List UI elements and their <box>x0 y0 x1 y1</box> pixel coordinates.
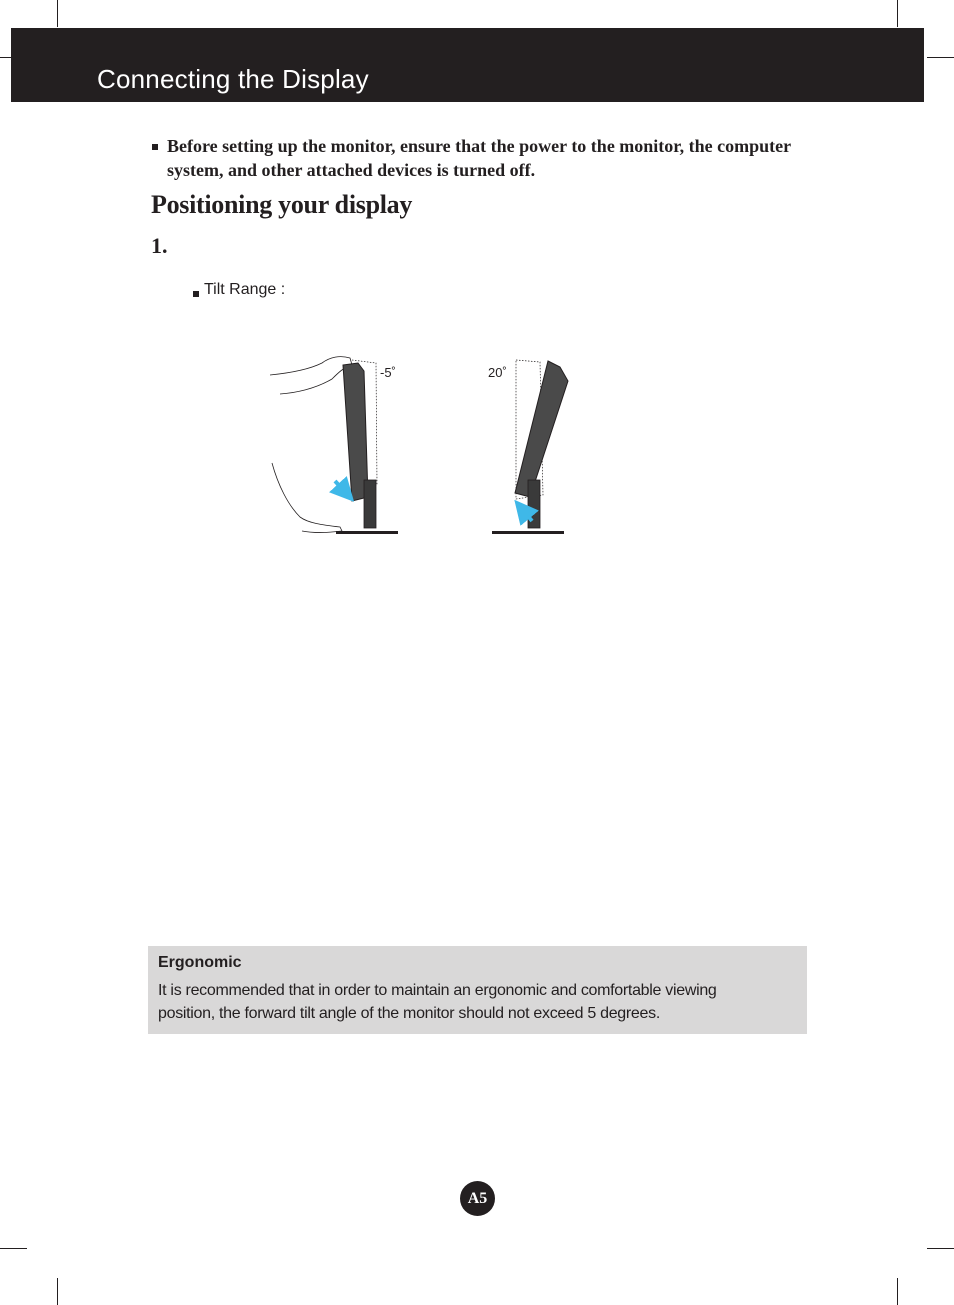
section-title: Positioning your display <box>151 190 413 219</box>
forward-tilt-angle-label: -5˚ <box>380 365 396 380</box>
monitor-stand-neck <box>364 480 376 528</box>
step-number: 1. <box>151 233 168 258</box>
tilt-range-illustration <box>260 345 590 545</box>
monitor-stand-base <box>492 531 564 534</box>
forward-tilt-monitor-figure <box>270 357 398 534</box>
square-bullet-icon <box>152 144 158 150</box>
monitor-stand-base <box>336 531 398 534</box>
header-bar <box>11 28 924 102</box>
ergonomic-note <box>148 946 807 1034</box>
power-off-warning <box>152 134 812 182</box>
note-title: Ergonomic <box>158 954 242 971</box>
tilt-range-item <box>193 281 285 299</box>
push-direction-arrow <box>335 481 346 493</box>
backward-tilt-monitor-figure <box>492 360 568 534</box>
warning-text: Before setting up the monitor, ensure that the power to the monitor, the computer system, and other attached devices is turned off. <box>167 136 791 180</box>
monitor-panel <box>515 361 568 497</box>
page-number-badge: A5 <box>460 1181 495 1216</box>
note-text: It is recommended that in order to maintain an ergonomic and comfortable viewing position, the forward tilt angle of the monitor should not exceed 5 degrees. <box>158 982 717 1022</box>
page-header-title: Connecting the Display <box>97 64 369 94</box>
square-bullet-icon <box>193 291 199 297</box>
hand-base-illustration <box>272 463 342 533</box>
crop-mark <box>927 1248 954 1249</box>
backward-tilt-angle-label: 20˚ <box>488 365 507 380</box>
hand-top-illustration <box>270 357 352 394</box>
crop-mark <box>897 1278 898 1305</box>
crop-mark <box>0 1248 27 1249</box>
crop-mark <box>57 0 58 27</box>
crop-mark <box>57 1278 58 1305</box>
crop-mark <box>927 57 954 58</box>
tilt-range-label: Tilt Range : <box>204 281 286 298</box>
crop-mark <box>897 0 898 27</box>
